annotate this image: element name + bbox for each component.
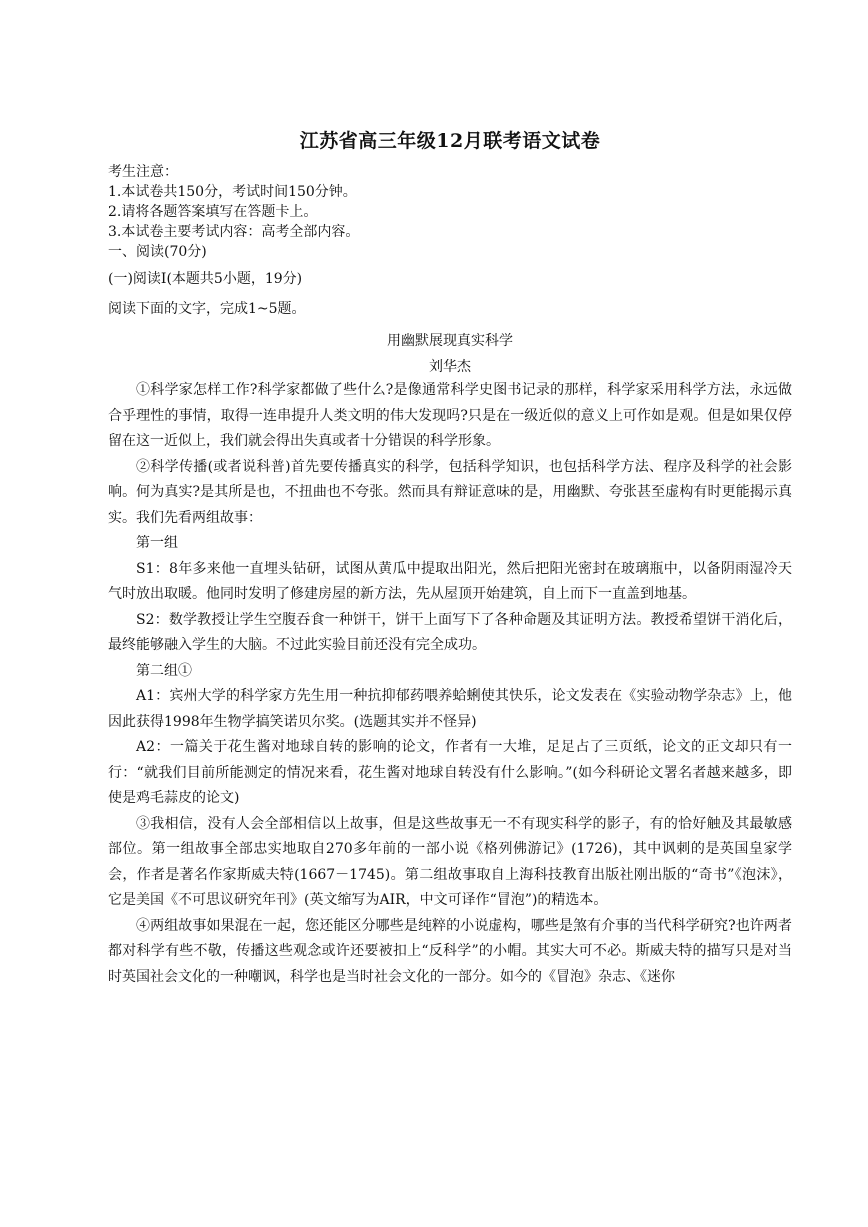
notice-heading: 考生注意： [108, 164, 178, 180]
reading-instruction: 阅读下面的文字，完成1~5题。 [108, 301, 306, 317]
article-paragraph: A1：宾州大学的科学家方先生用一种抗抑郁药喂养蛤蜊使其快乐，论文发表在《实验动物学杂志》上，他因此获得1998年生物学搞笑诺贝尔奖。(选题其实并不怪异) [108, 688, 792, 730]
notice-block [108, 162, 792, 242]
subsection-heading: (一)阅读Ⅰ(本题共5小题，19分) [108, 271, 303, 287]
article-paragraph: S2：数学教授让学生空腹吞食一种饼干，饼干上面写下了各种命题及其证明方法。教授希望饼干消化后，最终能够融入学生的大脑。不过此实验目前还没有完全成功。 [108, 611, 792, 653]
article-paragraph: A2：一篇关于花生酱对地球自转的影响的论文，作者有一大堆，足足占了三页纸，论文的正文却只有一行：“就我们目前所能测定的情况来看，花生酱对地球自转没有什么影响。”(如今科研论文署名者越来越多，即使是鸡毛蒜皮的论文) [108, 739, 792, 806]
article-paragraph: ③我相信，没有人会全部相信以上故事，但是这些故事无一不有现实科学的影子，有的恰好触及其最敏感部位。第一组故事全部忠实地取自270多年前的一部小说《格列佛游记》(1726)，其中讽刺的是英国皇家学会，作者是著名作家斯威夫特(1667－1745)。第二组故事取自上海科技教育出版社刚出版的“奇书”《泡沫》，它是美国《不可思议研究年刊》(英文缩写为AIR，中文可译作“冒泡”)的精选本。 [108, 815, 792, 908]
notice-item: 1.本试卷共150分，考试时间150分钟。 [108, 184, 357, 200]
article-paragraph: ④两组故事如果混在一起，您还能区分哪些是纯粹的小说虚构，哪些是煞有介事的当代科学研究?也许两者都对科学有些不敬，传播这些观念或许还要被扣上“反科学”的小帽。其实大可不必。斯威夫特的描写只是对当时英国社会文化的一种嘲讽，科学也是当时社会文化的一部分。如今的《冒泡》杂志、《迷你 [108, 917, 792, 985]
story-group-heading: 第一组 [136, 535, 178, 551]
article-paragraph: S1：8年多来他一直埋头钻研，试图从黄瓜中提取出阳光，然后把阳光密封在玻璃瓶中，以备阴雨湿冷天气时放出取暖。他同时发明了修建房屋的新方法，先从屋顶开始建筑，自上而下一直盖到地基。 [108, 560, 792, 602]
article-title: 用幽默展现真实科学 [387, 333, 513, 349]
exam-page [108, 126, 792, 990]
notice-item: 3.本试卷主要考试内容：高考全部内容。 [108, 224, 360, 240]
section-heading: 一、阅读(70分) [108, 244, 207, 260]
article-body [108, 378, 792, 990]
exam-title: 江苏省高三年级12月联考语文试卷 [299, 130, 601, 152]
story-group-heading: 第二组① [136, 662, 192, 679]
article-author: 刘华杰 [429, 359, 471, 375]
article-paragraph: ①科学家怎样工作?科学家都做了些什么?是像通常科学史图书记录的那样，科学家采用科学方法，永远做合乎理性的事情，取得一连串提升人类文明的伟大发现吗?只是在一级近似的意义上可作如是观。但是如果仅停留在这一近似上，我们就会得出失真或者十分错误的科学形象。 [108, 382, 792, 449]
notice-item: 2.请将各题答案填写在答题卡上。 [108, 204, 318, 220]
article-paragraph: ②科学传播(或者说科普)首先要传播真实的科学，包括科学知识，也包括科学方法、程序及科学的社会影响。何为真实?是其所是也，不扭曲也不夸张。然而具有辩证意味的是，用幽默、夸张甚至虚构有时更能揭示真实。我们先看两组故事： [108, 458, 792, 526]
